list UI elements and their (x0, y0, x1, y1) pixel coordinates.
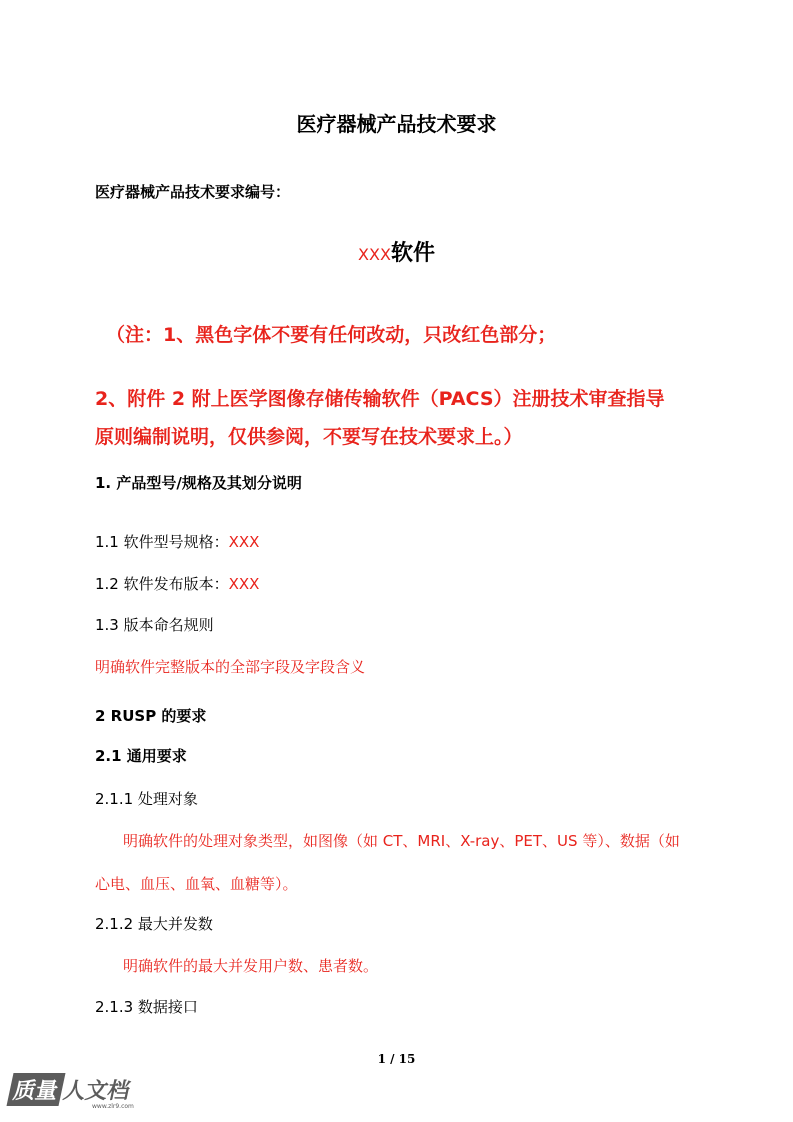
item-1-2 (95, 573, 259, 594)
item-1-1-value: XXX (228, 533, 260, 551)
watermark-text: 人文档 (60, 1079, 133, 1104)
item-1-3-label: 1.3 版本命名规则 (95, 616, 214, 634)
section-2-1-heading: 2.1 通用要求 (95, 747, 187, 765)
watermark-logo (10, 1073, 134, 1110)
item-1-3-description: 明确软件完整版本的全部字段及字段含义 (95, 658, 366, 676)
item-2-1-3-label: 2.1.3 数据接口 (95, 998, 198, 1016)
watermark-box-text: 质量 (6, 1073, 65, 1106)
software-name-heading (0, 236, 793, 267)
item-2-1-2-description: 明确软件的最大并发用户数、患者数。 (123, 957, 379, 975)
requirement-code-label: 医疗器械产品技术要求编号： (95, 183, 291, 201)
document-title: 医疗器械产品技术要求 (296, 112, 497, 136)
section-2-heading: 2 RUSP 的要求 (95, 707, 207, 725)
item-2-1-1-description-line-1: 明确软件的处理对象类型，如图像（如 CT、MRI、X-ray、PET、US 等）、数据（如 (123, 832, 680, 850)
software-name-text: 软件 (390, 241, 435, 266)
note-line-3: 原则编制说明，仅供参阅，不要写在技术要求上。） (95, 426, 523, 448)
item-1-1 (95, 531, 259, 552)
watermark-url: www.zlr9.com (92, 1103, 134, 1110)
item-2-1-2-label: 2.1.2 最大并发数 (95, 915, 213, 933)
note-line-1: （注：1、黑色字体不要有任何改动，只改红色部分； (106, 324, 557, 346)
software-name-placeholder: XXX (358, 245, 391, 264)
item-1-1-label: 1.1 软件型号规格： (95, 533, 229, 551)
item-1-2-label: 1.2 软件发布版本： (95, 575, 229, 593)
item-2-1-1-label: 2.1.1 处理对象 (95, 790, 198, 808)
item-1-2-value: XXX (228, 575, 260, 593)
note-line-2: 2、附件 2 附上医学图像存储传输软件（PACS）注册技术审查指导 (95, 388, 665, 410)
section-1-heading: 1. 产品型号/规格及其划分说明 (95, 474, 302, 492)
page-number: 1 / 15 (377, 1052, 416, 1066)
item-2-1-1-description-line-2: 心电、血压、血氧、血糖等）。 (95, 875, 298, 893)
